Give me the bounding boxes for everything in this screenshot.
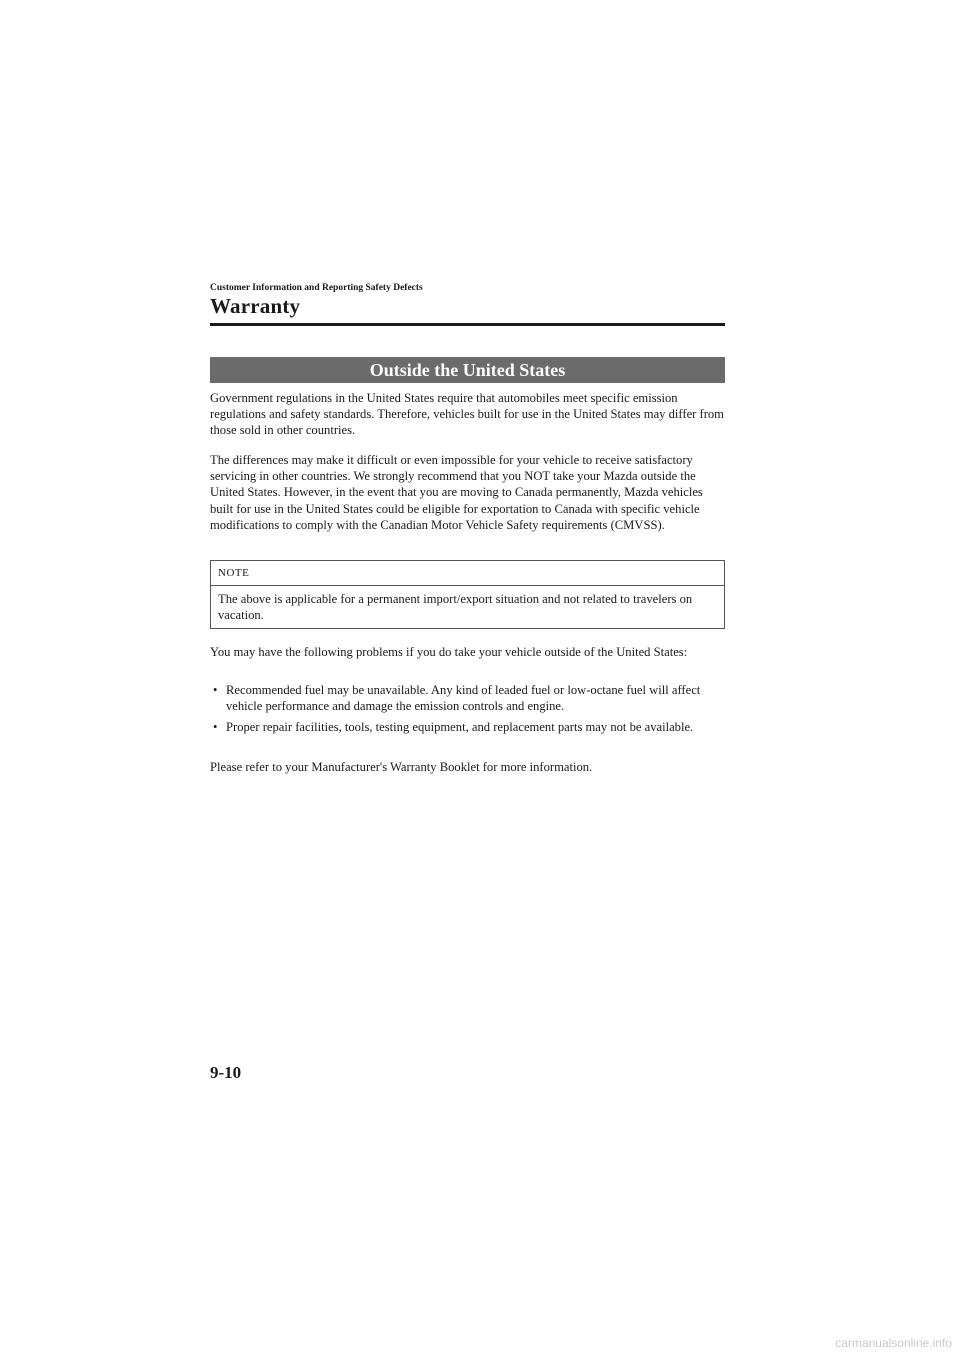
paragraph-differences: The differences may make it difficult or even impossible for your vehicle to receive satisfactory servicing in other countries. We strongly recommend that you NOT take your Mazda outside the United States. However, in the event that you are moving to Canada permanently, Mazda vehicles built for use in the United States could be eligible for exportation to Canada with specific vehicle modifications to comply with the Canadian Motor Vehicle Safety requirements (CMVSS).	[210, 453, 703, 532]
list-item-text: Proper repair facilities, tools, testing equipment, and replacement parts may not be available.	[226, 720, 694, 735]
note-heading: NOTE	[211, 561, 724, 586]
note-box	[210, 560, 725, 629]
bullet-icon: •	[213, 683, 218, 697]
watermark: carmanualsonline.info	[835, 1336, 952, 1350]
page-number: 9-10	[210, 1063, 242, 1082]
paragraph-problems: You may have the following problems if you do take your vehicle outside of the United States:	[210, 645, 688, 659]
bullet-icon: •	[213, 720, 218, 735]
page-title: Warranty	[210, 294, 301, 318]
paragraph-regulations: Government regulations in the United States require that automobiles meet specific emission regulations and safety standards. Therefore, vehicles built for use in the United States may differ from those sold in other countries.	[210, 391, 724, 438]
section-label: Customer Information and Reporting Safety Defects	[210, 283, 423, 293]
section-heading-bar: Outside the United States	[210, 357, 725, 383]
problems-list	[210, 682, 725, 741]
list-item-text: Recommended fuel may be unavailable. Any kind of leaded fuel or low-octane fuel will affect vehicle performance and damage the emission controls and engine.	[226, 683, 701, 714]
paragraph-refer: Please refer to your Manufacturer's Warranty Booklet for more information.	[210, 760, 593, 774]
note-body: The above is applicable for a permanent import/export situation and not related to travelers on vacation.	[218, 592, 693, 623]
title-rule	[210, 323, 725, 326]
list-item	[210, 682, 725, 714]
list-item	[210, 719, 725, 735]
